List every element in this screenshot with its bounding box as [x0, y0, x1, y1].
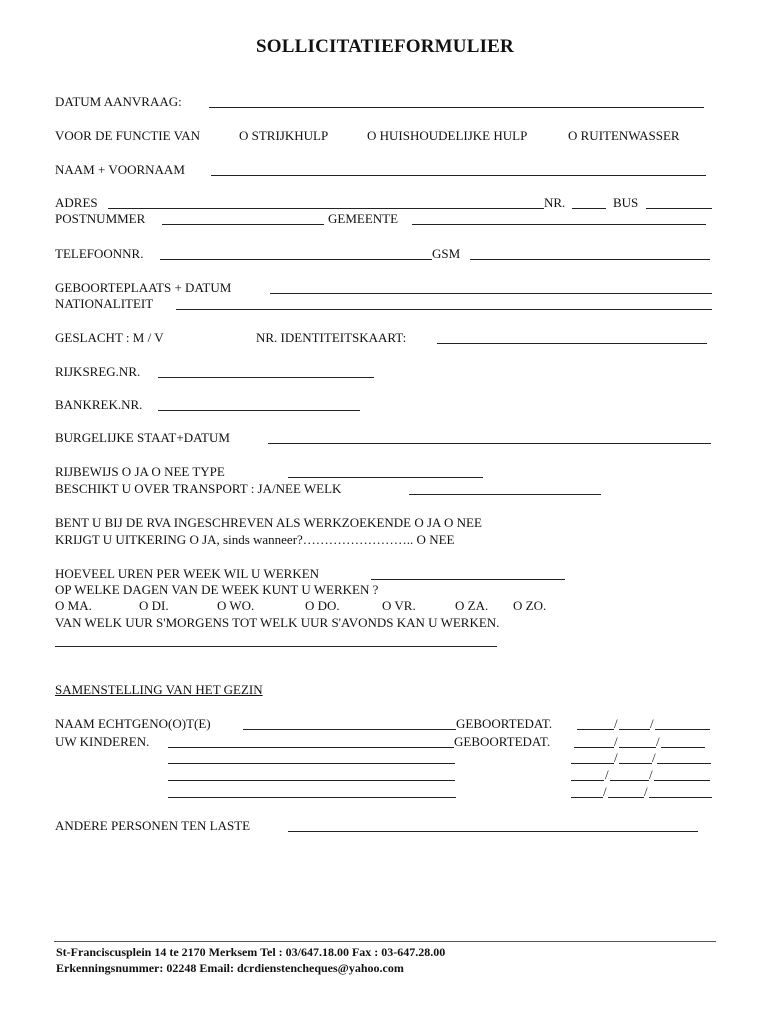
input-gemeente[interactable] — [412, 224, 706, 225]
input-dag[interactable] — [571, 763, 614, 764]
input-bus[interactable] — [646, 208, 712, 209]
footer-divider — [54, 941, 716, 942]
input-bankrek[interactable] — [158, 410, 360, 411]
input-telefoon[interactable] — [160, 259, 432, 260]
radio-strijkhulp[interactable]: O STRIJKHULP — [239, 128, 329, 143]
label-nationaliteit: NATIONALITEIT — [55, 296, 154, 311]
date-separator: / — [603, 784, 607, 799]
input-burgerlijke-staat[interactable] — [268, 443, 711, 444]
label-echtgenote: NAAM ECHTGENO(O)T(E) — [55, 716, 211, 731]
label-geboorteplaats: GEBOORTEPLAATS + DATUM — [55, 280, 232, 295]
input-maand[interactable] — [608, 797, 644, 798]
label-uitkering[interactable]: KRIJGT U UITKERING O JA, sinds wanneer?…………………….. O NEE — [55, 532, 455, 547]
checkbox-ma[interactable]: O MA. — [55, 598, 92, 613]
input-transport-welk[interactable] — [409, 494, 601, 495]
input-geboorteplaats[interactable] — [270, 293, 712, 294]
label-identiteitskaart: NR. IDENTITEITSKAART: — [256, 330, 407, 345]
input-uren-per-week[interactable] — [371, 579, 565, 580]
input-rijksreg[interactable] — [158, 377, 374, 378]
label-gemeente: GEMEENTE — [328, 211, 399, 226]
label-gsm: GSM — [432, 246, 461, 261]
input-datum-aanvraag[interactable] — [209, 107, 704, 108]
input-echtgenote[interactable] — [243, 729, 456, 730]
date-separator: / — [614, 734, 618, 749]
input-naam[interactable] — [211, 175, 706, 176]
input-maand[interactable] — [619, 729, 650, 730]
checkbox-vr[interactable]: O VR. — [382, 598, 416, 613]
date-separator: / — [614, 750, 618, 765]
input-dag[interactable] — [577, 729, 614, 730]
footer-address: St-Franciscusplein 14 te 2170 Merksem Tel : 03/647.18.00 Fax : 03-647.28.00 — [56, 945, 446, 959]
checkbox-zo[interactable]: O ZO. — [513, 598, 547, 613]
date-separator: / — [652, 750, 656, 765]
input-maand[interactable] — [619, 747, 656, 748]
input-dag[interactable] — [571, 797, 603, 798]
input-jaar[interactable] — [654, 780, 710, 781]
input-jaar[interactable] — [657, 763, 711, 764]
label-geslacht: GESLACHT : M / V — [55, 330, 164, 345]
radio-ruitenwasser[interactable]: O RUITENWASSER — [568, 128, 680, 143]
input-dag[interactable] — [574, 747, 614, 748]
input-kind-4[interactable] — [168, 797, 456, 798]
checkbox-wo[interactable]: O WO. — [217, 598, 255, 613]
label-rva[interactable]: BENT U BIJ DE RVA INGESCHREVEN ALS WERKZOEKENDE O JA O NEE — [55, 515, 482, 530]
input-nr[interactable] — [572, 208, 606, 209]
label-burgerlijke-staat: BURGELIJKE STAAT+DATUM — [55, 430, 230, 445]
input-maand[interactable] — [610, 780, 649, 781]
label-transport: BESCHIKT U OVER TRANSPORT : JA/NEE WELK — [55, 481, 342, 496]
input-rijbewijs-type[interactable] — [288, 477, 483, 478]
input-postnummer[interactable] — [162, 224, 324, 225]
label-telefoon: TELEFOONNR. — [55, 246, 144, 261]
checkbox-za[interactable]: O ZA. — [455, 598, 489, 613]
input-kind-2[interactable] — [168, 763, 455, 764]
footer-contact: Erkenningsnummer: 02248 Email: dcrdienstencheques@yahoo.com — [56, 961, 404, 975]
input-gsm[interactable] — [470, 259, 710, 260]
label-rijbewijs: RIJBEWIJS O JA O NEE TYPE — [55, 464, 225, 479]
input-jaar[interactable] — [649, 797, 712, 798]
input-kind-1[interactable] — [168, 747, 454, 748]
date-separator: / — [656, 734, 660, 749]
label-functie: VOOR DE FUNCTIE VAN — [55, 128, 201, 143]
label-bus: BUS — [613, 195, 639, 210]
section-heading-gezin: SAMENSTELLING VAN HET GEZIN — [55, 682, 263, 697]
label-nr: NR. — [544, 195, 566, 210]
label-geboortedat-echtgenote: GEBOORTEDAT. — [456, 716, 553, 731]
label-rijksreg: RIJKSREG.NR. — [55, 364, 141, 379]
label-geboortedat-kinderen: GEBOORTEDAT. — [454, 734, 551, 749]
checkbox-do[interactable]: O DO. — [305, 598, 340, 613]
form-title: SOLLICITATIEFORMULIER — [256, 36, 514, 57]
input-nationaliteit[interactable] — [176, 309, 712, 310]
date-separator: / — [644, 784, 648, 799]
input-dag[interactable] — [571, 780, 604, 781]
date-separator: / — [649, 767, 653, 782]
date-separator: / — [650, 716, 654, 731]
input-adres[interactable] — [108, 208, 544, 209]
date-separator: / — [605, 767, 609, 782]
input-jaar[interactable] — [655, 729, 710, 730]
label-naam: NAAM + VOORNAAM — [55, 162, 185, 177]
input-kind-3[interactable] — [168, 780, 455, 781]
label-dagen-per-week: OP WELKE DAGEN VAN DE WEEK KUNT U WERKEN ? — [55, 582, 379, 597]
label-adres: ADRES — [55, 195, 98, 210]
input-andere-personen[interactable] — [288, 831, 698, 832]
label-bankrek: BANKREK.NR. — [55, 397, 143, 412]
checkbox-di[interactable]: O DI. — [139, 598, 169, 613]
label-datum-aanvraag: DATUM AANVRAAG: — [55, 94, 182, 109]
date-separator: / — [614, 716, 618, 731]
label-kinderen: UW KINDEREN. — [55, 734, 150, 749]
input-uren[interactable] — [55, 646, 497, 647]
input-identiteitskaart[interactable] — [437, 343, 707, 344]
label-uren: VAN WELK UUR S'MORGENS TOT WELK UUR S'AVONDS KAN U WERKEN. — [55, 615, 500, 630]
label-uren-per-week: HOEVEEL UREN PER WEEK WIL U WERKEN — [55, 566, 320, 581]
input-jaar[interactable] — [661, 747, 705, 748]
label-andere-personen: ANDERE PERSONEN TEN LASTE — [55, 818, 251, 833]
radio-huishoudelijke-hulp[interactable]: O HUISHOUDELIJKE HULP — [367, 128, 528, 143]
label-postnummer: POSTNUMMER — [55, 211, 146, 226]
input-maand[interactable] — [619, 763, 652, 764]
